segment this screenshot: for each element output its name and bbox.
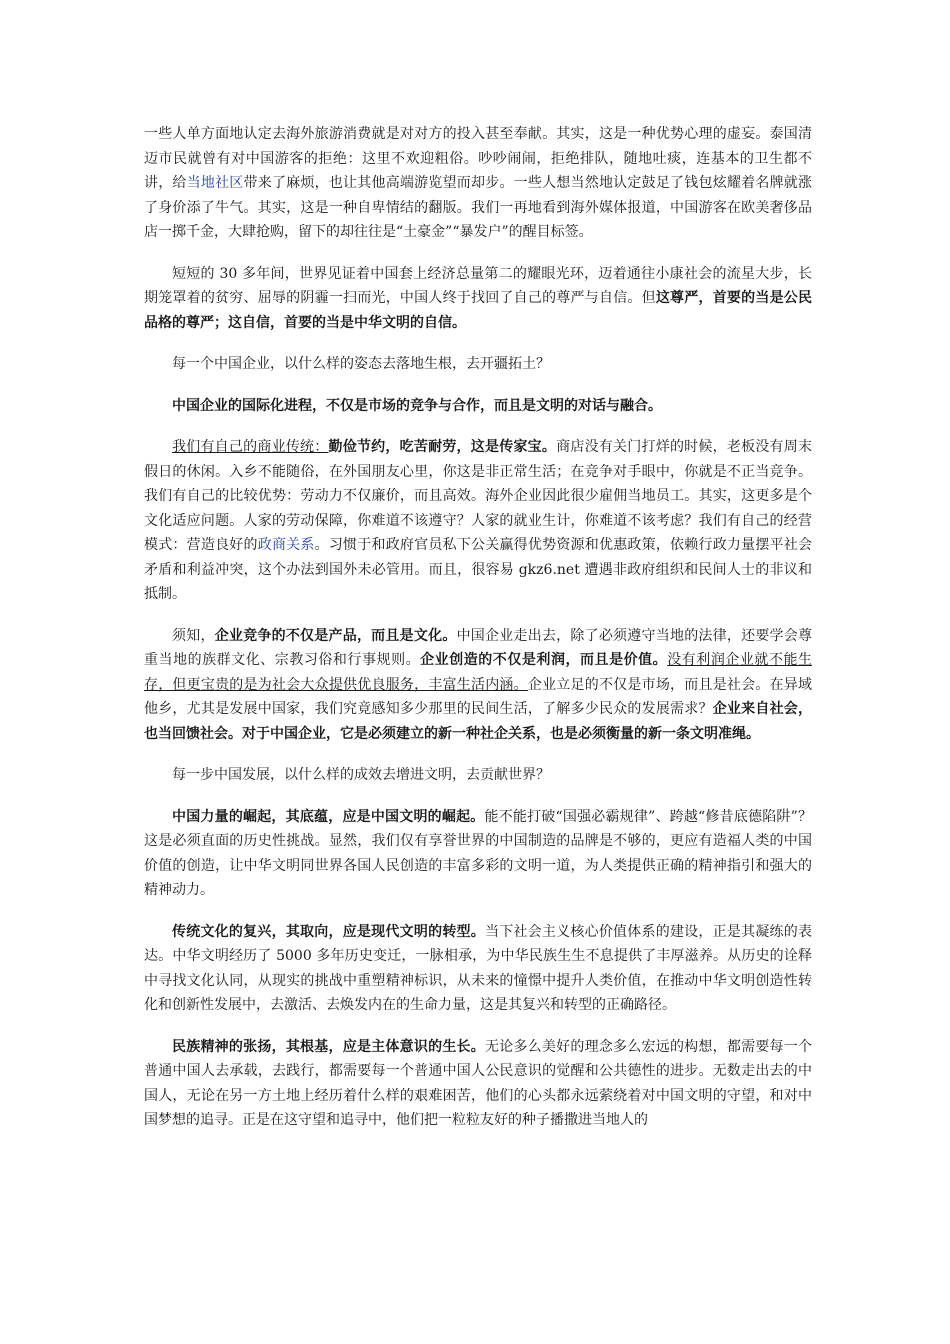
paragraph-question-enterprise <box>144 352 812 377</box>
paragraph-internationalization <box>144 394 812 419</box>
bold-text: 企业创造的不仅是利润，而且是价值。 <box>420 652 668 668</box>
bold-text: 这尊严，首要的当是公民品格的尊严；这自信，首要的当是中华文明的自信。 <box>144 290 813 331</box>
text-segment: 企业立足的不仅是市场，而且是社会。在异域他乡，尤其是发展中国家，我们究竟感知多少那里的民间生活，了解多少民众的发展需求？ <box>144 676 813 717</box>
paragraph-traditional-culture <box>144 920 812 1018</box>
paragraph-china-rise <box>144 805 812 903</box>
paragraph-dignity-confidence <box>144 262 812 336</box>
text-segment: 中国企业走出去，除了必须遵守当地的法律，还要学会尊重当地的族群文化、宗教习俗和行事规则。 <box>144 627 813 668</box>
text-segment: 须知， <box>172 627 215 644</box>
bold-text: 勤俭节约，吃苦耐劳，这是传家宝。 <box>328 439 557 455</box>
text-segment: 商店没有关门打烊的时候，老板没有周末假日的休闲。入乡不能随俗，在外国朋友心里，你这是非正常生活；在竞争对手眼中，你就是不正当竞争。我们有自己的比较优势：劳动力不仅廉价，而且高效。海外企业因此很少雇佣当地员工。其实，这更多是个文化适应问题。人家的劳动保障，你难道不该遵守？人家的就业生计，你难道不该考虑？我们有自己的经营模式：营造良好的 <box>144 439 813 553</box>
bold-text: 企业来自社会，也当回馈社会。对于中国企业，它是必须建立的新一种社企关系，也是必须衡量的新一条文明准绳。 <box>144 701 813 742</box>
link-government-business-relations[interactable]: 政商关系 <box>257 537 315 553</box>
link-local-community[interactable]: 当地社区 <box>186 175 244 191</box>
text-segment: 当下社会主义核心价值体系的建设，正是其凝练的表达。中华文明经历了 5000 多年历史变迁，一脉相承，为中华民族生生不息提供了丰厚滋养。从历史的诠释中寻找文化认同，从现实的挑战中重塑精神标识，从未来的憧憬中提升人类价值，在推动中华文明创造性转化和创新性发展中，去激活、去焕发内在的生命力量，这是其复兴和转型的正确路径。 <box>144 923 812 1013</box>
paragraph-business-tradition <box>144 435 812 607</box>
underlined-text: 我们有自己的商业传统： <box>172 439 329 455</box>
bold-text: 企业竞争的不仅是产品，而且是文化。 <box>214 627 457 644</box>
paragraph-tourist-consumption <box>144 122 812 245</box>
text-segment: 无论多么美好的理念多么宏远的构想，都需要每一个普通中国人去承载，去践行，都需要每一个普通中国人公民意识的觉醒和公共德性的进步。无数走出去的中国人，无论在另一方土地上经历着什么样的艰难困苦，他们的心头都永远萦绕着对中国文明的守望，和对中国梦想的追寻。正是在这守望和追寻中，他们把一粒粒友好的种子播撒进当地人的 <box>144 1038 812 1128</box>
document-body <box>144 122 812 1150</box>
text-segment: 能不能打破“国强必霸规律”、跨越“修昔底德陷阱”？这是必须直面的历史性挑战。显然，我们仅有享誉世界的中国制造的品牌是不够的，更应有造福人类的中国价值的创造，让中华文明同世界各国人民创造的丰富多彩的文明一道，为人类提供正确的精神指引和强大的精神动力。 <box>144 808 812 898</box>
bold-text: 民族精神的张扬，其根基，应是主体意识的生长。 <box>172 1038 485 1055</box>
text-segment: 短短的 30 多年间，世界见证着中国套上经济总量第二的耀眼光环，迈着通往小康社会的流星大步，长期笼罩着的贫穷、屈辱的阴霾一扫而光，中国人终于找回了自己的尊严与自信。但 <box>144 265 812 306</box>
text-segment: 。习惯于和政府官员私下公关赢得优势资源和优惠政策，依赖行政力量摆平社会矛盾和利益冲突，这个办法到国外未必管用。而且，很容易 gkz6.net 遭遇非政府组织和民间人士的非议和抵制。 <box>144 537 813 602</box>
paragraph-enterprise-culture <box>144 624 812 747</box>
text-segment: 带来了麻烦，也让其他高端游览望而却步。一些人想当然地认定鼓足了钱包炫耀着名牌就涨了身价添了牛气。其实，这是一种自卑情结的翻版。我们一再地看到海外媒体报道，中国游客在欧美奢侈品店一掷千金，大肆抢购，留下的却往往是“土豪金”“暴发户”的醒目标签。 <box>144 175 813 240</box>
paragraph-national-spirit <box>144 1035 812 1133</box>
bold-text: 中国企业的国际化进程，不仅是市场的竞争与合作，而且是文明的对话与融合。 <box>172 397 662 414</box>
paragraph-question-development <box>144 763 812 788</box>
bold-text: 中国力量的崛起，其底蕴，应是中国文明的崛起。 <box>172 808 485 825</box>
underlined-text: 没有利润企业就不能生存，但更宝贵的是为社会大众提供优良服务，丰富生活内涵。 <box>144 652 813 693</box>
bold-text: 传统文化的复兴，其取向，应是现代文明的转型。 <box>172 923 485 940</box>
text-segment: 每一步中国发展，以什么样的成效去增进文明，去贡献世界？ <box>172 767 550 783</box>
text-segment: 每一个中国企业，以什么样的姿态去落地生根，去开疆拓土？ <box>172 356 550 372</box>
text-segment: 一些人单方面地认定去海外旅游消费就是对对方的投入甚至奉献。其实，这是一种优势心理的虚妄。泰国清迈市民就曾有对中国游客的拒绝：这里不欢迎粗俗。吵吵闹闹，拒绝排队，随地吐痰，连基本的卫生都不讲，给 <box>144 126 812 191</box>
